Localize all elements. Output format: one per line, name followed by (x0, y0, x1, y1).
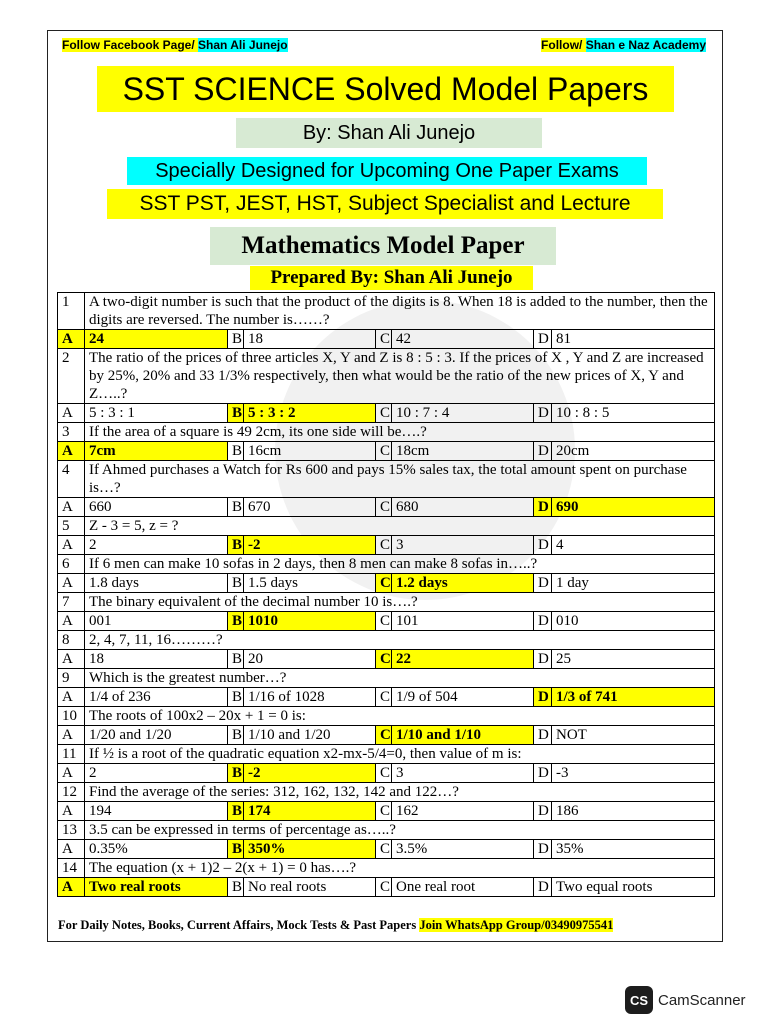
question-text: The binary equivalent of the decimal number 10 is….? (85, 593, 715, 612)
option-letter: B (228, 498, 244, 517)
correct-answer: 690 (552, 498, 715, 517)
option-value: NOT (552, 726, 715, 745)
correct-answer: Two real roots (85, 878, 228, 897)
options-row (58, 764, 715, 783)
question-text: Z - 3 = 5, z = ? (85, 517, 715, 536)
option-letter: C (376, 612, 392, 631)
option-value: 25 (552, 650, 715, 669)
option-value: 2 (85, 764, 228, 783)
correct-answer: 1010 (244, 612, 376, 631)
question-text: The roots of 100x2 – 20x + 1 = 0 is: (85, 707, 715, 726)
option-letter: A (58, 726, 85, 745)
option-value: 3 (392, 536, 534, 555)
option-letter: A (58, 330, 85, 349)
option-letter: C (376, 650, 392, 669)
correct-answer: 350% (244, 840, 376, 859)
question-number: 10 (58, 707, 85, 726)
prepared-by: Prepared By: Shan Ali Junejo (250, 266, 533, 290)
option-value: 3 (392, 764, 534, 783)
question-text: If Ahmed purchases a Watch for Rs 600 and pays 15% sales tax, the total amount spent on purchase is…? (85, 461, 715, 498)
option-value: 1/4 of 236 (85, 688, 228, 707)
question-text: 2, 4, 7, 11, 16………? (85, 631, 715, 650)
option-value: No real roots (244, 878, 376, 897)
footer-note (58, 918, 718, 933)
question-row (58, 745, 715, 764)
question-row (58, 707, 715, 726)
option-value: 1/10 and 1/20 (244, 726, 376, 745)
option-letter: A (58, 442, 85, 461)
options-row (58, 650, 715, 669)
question-row (58, 461, 715, 498)
option-letter: A (58, 878, 85, 897)
option-value: 1/9 of 504 (392, 688, 534, 707)
option-letter: C (376, 878, 392, 897)
option-value: 010 (552, 612, 715, 631)
option-value: 1 day (552, 574, 715, 593)
option-value: 680 (392, 498, 534, 517)
option-value: 670 (244, 498, 376, 517)
correct-answer: 22 (392, 650, 534, 669)
author-byline: By: Shan Ali Junejo (236, 118, 542, 148)
options-row (58, 404, 715, 423)
option-value: 18cm (392, 442, 534, 461)
correct-answer: 1.2 days (392, 574, 534, 593)
whatsapp-join: Join WhatsApp Group/03490975541 (419, 918, 614, 932)
correct-answer: 1/3 of 741 (552, 688, 715, 707)
document-title: SST SCIENCE Solved Model Papers (97, 66, 674, 112)
correct-answer: 174 (244, 802, 376, 821)
footer-text: For Daily Notes, Books, Current Affairs, Mock Tests & Past Papers (58, 918, 420, 932)
option-value: 18 (244, 330, 376, 349)
option-value: 4 (552, 536, 715, 555)
correct-answer: -2 (244, 764, 376, 783)
question-number: 13 (58, 821, 85, 840)
option-letter: A (58, 688, 85, 707)
option-value: 1/16 of 1028 (244, 688, 376, 707)
option-letter: A (58, 764, 85, 783)
option-value: 18 (85, 650, 228, 669)
question-number: 11 (58, 745, 85, 764)
option-value: 194 (85, 802, 228, 821)
option-letter: A (58, 498, 85, 517)
options-row (58, 688, 715, 707)
question-row (58, 423, 715, 442)
question-text: The ratio of the prices of three articles X, Y and Z is 8 : 5 : 3. If the prices of X , Y and Z are increased by 25%, 20% and 33 1/3% respectively, then what would be the ratio of the new prices of X, Y and Z…..? (85, 349, 715, 404)
option-letter: C (376, 404, 392, 423)
option-value: 1.8 days (85, 574, 228, 593)
option-value: Two equal roots (552, 878, 715, 897)
option-letter: D (534, 802, 552, 821)
question-row (58, 349, 715, 404)
question-text: If 6 men can make 10 sofas in 2 days, then 8 men can make 8 sofas in…..? (85, 555, 715, 574)
correct-answer: 24 (85, 330, 228, 349)
subtitle-exams: SST PST, JEST, HST, Subject Specialist and Lecture (107, 189, 663, 219)
option-letter: D (534, 878, 552, 897)
option-value: 162 (392, 802, 534, 821)
option-letter: B (228, 330, 244, 349)
option-letter: A (58, 574, 85, 593)
question-number: 1 (58, 293, 85, 330)
option-letter: D (534, 688, 552, 707)
option-value: 10 : 8 : 5 (552, 404, 715, 423)
option-letter: B (228, 802, 244, 821)
option-letter: B (228, 612, 244, 631)
options-row (58, 802, 715, 821)
options-row (58, 498, 715, 517)
question-text: A two-digit number is such that the product of the digits is 8. When 18 is added to the number, then the digits are reversed. The number is……? (85, 293, 715, 330)
option-letter: D (534, 574, 552, 593)
option-value: 1.5 days (244, 574, 376, 593)
option-value: 1/20 and 1/20 (85, 726, 228, 745)
option-letter: A (58, 404, 85, 423)
question-number: 4 (58, 461, 85, 498)
academy-follow (541, 38, 706, 52)
option-letter: C (376, 498, 392, 517)
option-value: 3.5% (392, 840, 534, 859)
option-value: 20cm (552, 442, 715, 461)
options-row (58, 878, 715, 897)
option-value: 16cm (244, 442, 376, 461)
question-row (58, 517, 715, 536)
question-row (58, 555, 715, 574)
question-row (58, 821, 715, 840)
option-value: 0.35% (85, 840, 228, 859)
question-text: Find the average of the series: 312, 162, 132, 142 and 122…? (85, 783, 715, 802)
option-letter: C (376, 574, 392, 593)
option-letter: D (534, 612, 552, 631)
option-letter: B (228, 764, 244, 783)
option-letter: C (376, 802, 392, 821)
question-number: 14 (58, 859, 85, 878)
option-letter: B (228, 650, 244, 669)
option-value: -3 (552, 764, 715, 783)
option-letter: B (228, 878, 244, 897)
question-row (58, 859, 715, 878)
option-letter: C (376, 840, 392, 859)
option-letter: A (58, 612, 85, 631)
option-letter: B (228, 536, 244, 555)
option-value: 660 (85, 498, 228, 517)
option-letter: D (534, 404, 552, 423)
question-number: 3 (58, 423, 85, 442)
facebook-label: Follow Facebook Page/ (62, 38, 199, 52)
option-letter: C (376, 536, 392, 555)
options-row (58, 726, 715, 745)
question-row (58, 631, 715, 650)
question-number: 7 (58, 593, 85, 612)
option-letter: C (376, 726, 392, 745)
question-text: If the area of a square is 49 2cm, its one side will be….? (85, 423, 715, 442)
option-letter: D (534, 764, 552, 783)
questions-table (57, 292, 715, 897)
option-value: 2 (85, 536, 228, 555)
question-number: 8 (58, 631, 85, 650)
question-number: 2 (58, 349, 85, 404)
options-row (58, 574, 715, 593)
option-letter: C (376, 688, 392, 707)
question-text: If ½ is a root of the quadratic equation x2-mx-5/4=0, then value of m is: (85, 745, 715, 764)
option-value: 5 : 3 : 1 (85, 404, 228, 423)
question-number: 12 (58, 783, 85, 802)
option-letter: C (376, 442, 392, 461)
option-letter: C (376, 764, 392, 783)
option-letter: D (534, 536, 552, 555)
camscanner-icon: CS (625, 986, 653, 1014)
option-value: One real root (392, 878, 534, 897)
option-letter: D (534, 726, 552, 745)
question-number: 6 (58, 555, 85, 574)
option-letter: B (228, 442, 244, 461)
option-value: 35% (552, 840, 715, 859)
question-text: Which is the greatest number…? (85, 669, 715, 688)
option-value: 42 (392, 330, 534, 349)
option-value: 10 : 7 : 4 (392, 404, 534, 423)
option-letter: B (228, 726, 244, 745)
options-row (58, 442, 715, 461)
question-row (58, 293, 715, 330)
option-value: 20 (244, 650, 376, 669)
options-row (58, 612, 715, 631)
correct-answer: 7cm (85, 442, 228, 461)
camscanner-label: CamScanner (658, 991, 746, 1009)
paper-title: Mathematics Model Paper (210, 227, 556, 265)
question-row (58, 783, 715, 802)
option-value: 81 (552, 330, 715, 349)
correct-answer: -2 (244, 536, 376, 555)
camscanner-badge (625, 986, 746, 1014)
option-letter: A (58, 802, 85, 821)
academy-name: Shan e Naz Academy (585, 38, 706, 52)
option-value: 101 (392, 612, 534, 631)
option-letter: D (534, 498, 552, 517)
option-letter: B (228, 574, 244, 593)
question-number: 9 (58, 669, 85, 688)
option-letter: D (534, 650, 552, 669)
question-row (58, 593, 715, 612)
follow-label: Follow/ (541, 38, 586, 52)
subtitle-specially: Specially Designed for Upcoming One Paper Exams (127, 157, 647, 185)
option-letter: D (534, 442, 552, 461)
question-number: 5 (58, 517, 85, 536)
question-text: The equation (x + 1)2 – 2(x + 1) = 0 has….? (85, 859, 715, 878)
option-letter: B (228, 840, 244, 859)
option-letter: D (534, 840, 552, 859)
option-letter: C (376, 330, 392, 349)
options-row (58, 330, 715, 349)
option-letter: B (228, 404, 244, 423)
option-value: 186 (552, 802, 715, 821)
options-row (58, 840, 715, 859)
option-letter: B (228, 688, 244, 707)
correct-answer: 1/10 and 1/10 (392, 726, 534, 745)
option-letter: D (534, 330, 552, 349)
question-row (58, 669, 715, 688)
options-row (58, 536, 715, 555)
question-text: 3.5 can be expressed in terms of percentage as…..? (85, 821, 715, 840)
facebook-follow (62, 38, 288, 52)
facebook-name: Shan Ali Junejo (198, 38, 288, 52)
option-letter: A (58, 840, 85, 859)
option-value: 001 (85, 612, 228, 631)
correct-answer: 5 : 3 : 2 (244, 404, 376, 423)
option-letter: A (58, 650, 85, 669)
option-letter: A (58, 536, 85, 555)
